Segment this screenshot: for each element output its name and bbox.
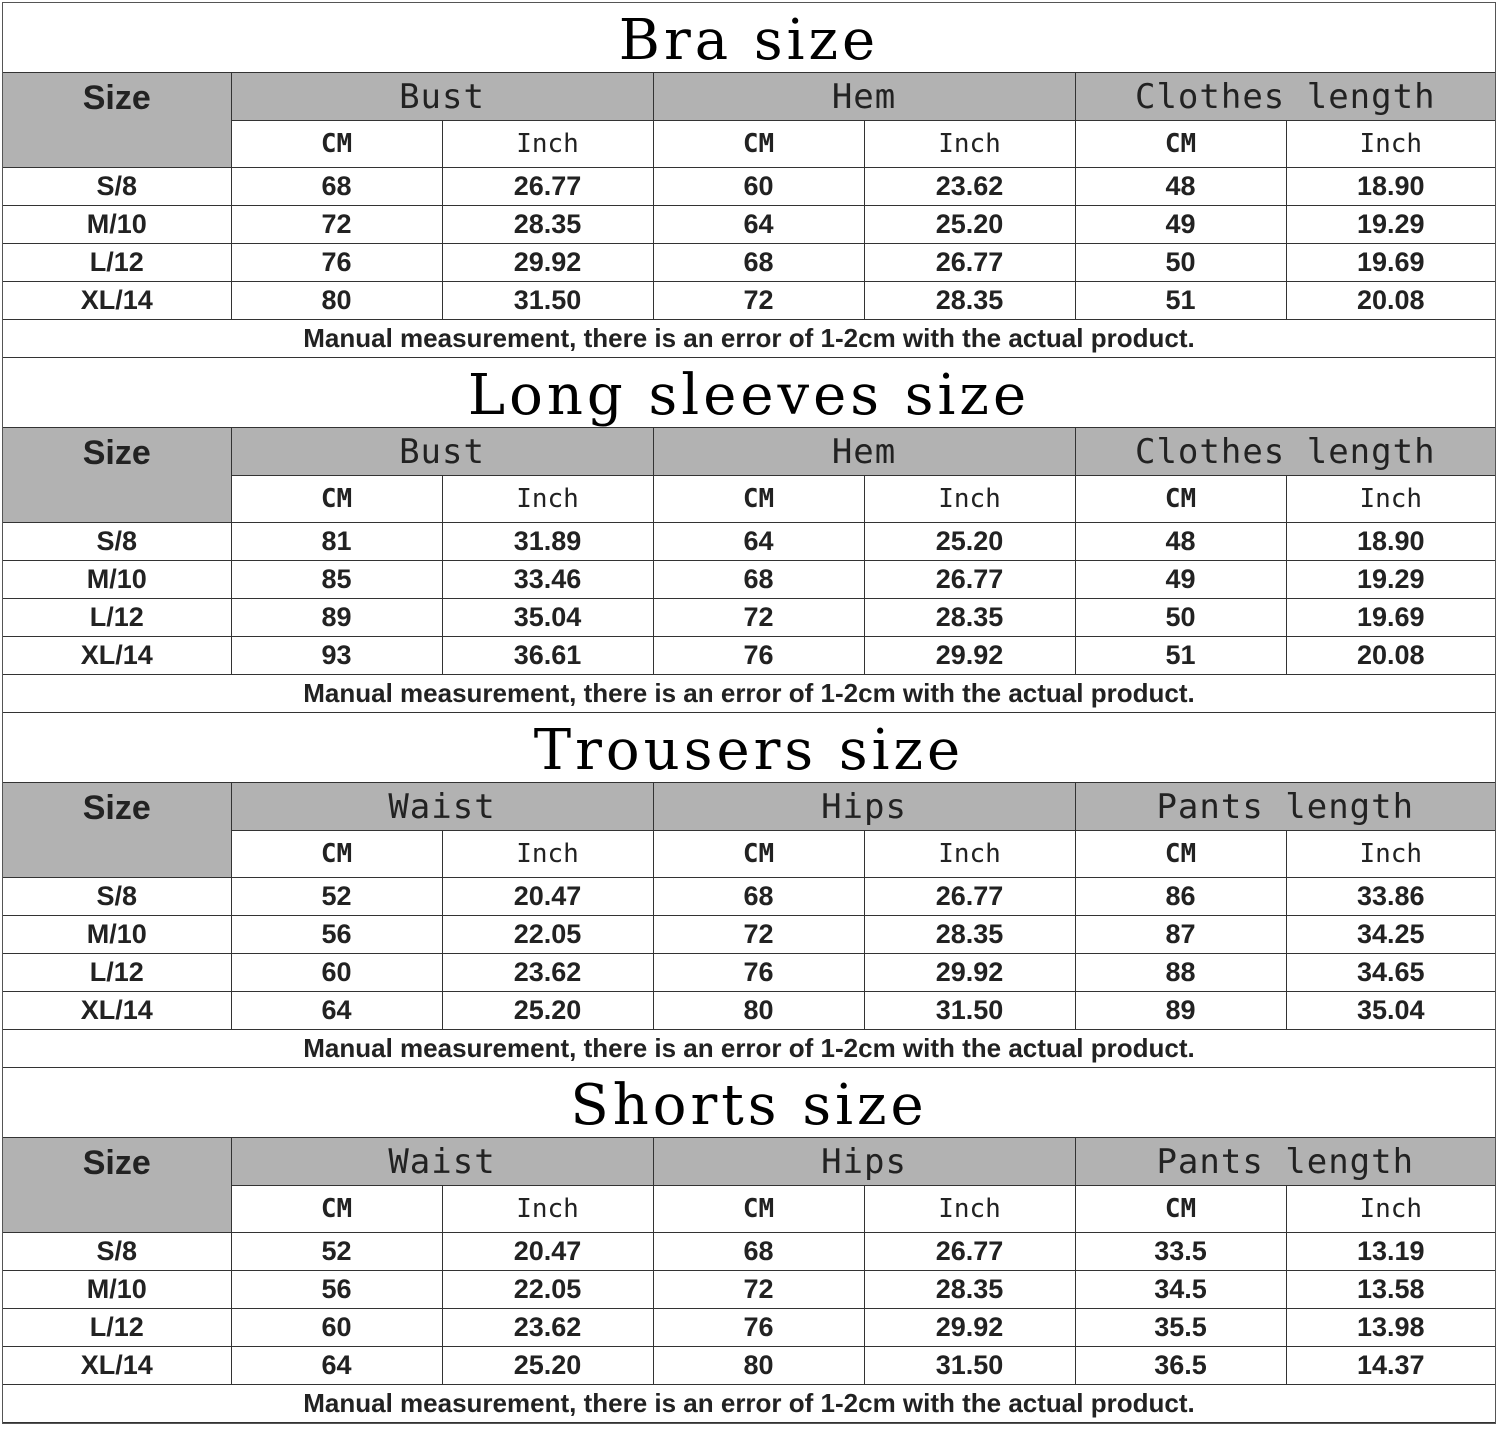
measurement-cell: 31.50 (864, 992, 1075, 1030)
note-row (3, 675, 1495, 713)
measurement-cell: 64 (653, 523, 864, 561)
table-row (3, 523, 1495, 561)
table-row (3, 1309, 1495, 1347)
measurement-cell: 34.25 (1286, 916, 1495, 954)
size-cell: L/12 (3, 1309, 231, 1347)
measurement-cell: 31.89 (442, 523, 653, 561)
unit-cm-header: CM (1075, 476, 1286, 523)
measurement-cell: 64 (231, 992, 442, 1030)
measurement-cell: 34.5 (1075, 1271, 1286, 1309)
measurement-cell: 19.29 (1286, 206, 1495, 244)
size-column-header: Size (3, 783, 231, 878)
measurement-cell: 26.77 (864, 561, 1075, 599)
size-cell: S/8 (3, 878, 231, 916)
table-title: Bra size (3, 3, 1495, 73)
measurement-cell: 23.62 (864, 168, 1075, 206)
note-row (3, 320, 1495, 358)
measurement-cell: 35.5 (1075, 1309, 1286, 1347)
measurement-cell: 35.04 (1286, 992, 1495, 1030)
group-header: Hem (653, 73, 1075, 121)
measurement-cell: 26.77 (442, 168, 653, 206)
size-table-section (3, 1068, 1495, 1423)
measurement-cell: 60 (231, 1309, 442, 1347)
unit-inch-header: Inch (442, 121, 653, 168)
size-table-section (3, 3, 1495, 358)
measurement-cell: 80 (653, 1347, 864, 1385)
measurement-cell: 28.35 (864, 282, 1075, 320)
unit-inch-header: Inch (442, 831, 653, 878)
size-table-section (3, 358, 1495, 713)
measurement-cell: 26.77 (864, 1233, 1075, 1271)
measurement-cell: 20.47 (442, 1233, 653, 1271)
size-chart (2, 2, 1496, 1424)
size-table (3, 428, 1495, 713)
measurement-cell: 29.92 (864, 1309, 1075, 1347)
measurement-cell: 50 (1075, 599, 1286, 637)
measurement-cell: 48 (1075, 523, 1286, 561)
unit-inch-header: Inch (1286, 831, 1495, 878)
table-row (3, 168, 1495, 206)
measurement-cell: 19.69 (1286, 599, 1495, 637)
measurement-note: Manual measurement, there is an error of 1-2cm with the actual product. (3, 675, 1495, 713)
group-header: Clothes length (1075, 428, 1495, 476)
measurement-cell: 29.92 (864, 954, 1075, 992)
measurement-cell: 23.62 (442, 954, 653, 992)
measurement-cell: 60 (653, 168, 864, 206)
measurement-cell: 13.98 (1286, 1309, 1495, 1347)
measurement-cell: 20.08 (1286, 637, 1495, 675)
measurement-cell: 14.37 (1286, 1347, 1495, 1385)
measurement-cell: 33.5 (1075, 1233, 1286, 1271)
measurement-cell: 28.35 (864, 599, 1075, 637)
measurement-cell: 80 (231, 282, 442, 320)
size-column-header: Size (3, 1138, 231, 1233)
measurement-cell: 29.92 (442, 244, 653, 282)
measurement-cell: 68 (653, 1233, 864, 1271)
measurement-cell: 13.19 (1286, 1233, 1495, 1271)
measurement-cell: 72 (653, 916, 864, 954)
measurement-cell: 76 (231, 244, 442, 282)
note-row (3, 1385, 1495, 1423)
measurement-cell: 25.20 (864, 523, 1075, 561)
size-cell: M/10 (3, 206, 231, 244)
size-table (3, 783, 1495, 1068)
group-header: Pants length (1075, 783, 1495, 831)
table-row (3, 954, 1495, 992)
size-cell: S/8 (3, 1233, 231, 1271)
measurement-cell: 25.20 (442, 992, 653, 1030)
table-row (3, 244, 1495, 282)
measurement-cell: 36.61 (442, 637, 653, 675)
measurement-cell: 22.05 (442, 1271, 653, 1309)
note-row (3, 1030, 1495, 1068)
measurement-cell: 25.20 (864, 206, 1075, 244)
table-row (3, 206, 1495, 244)
size-column-header: Size (3, 428, 231, 523)
size-cell: XL/14 (3, 992, 231, 1030)
unit-inch-header: Inch (442, 1186, 653, 1233)
measurement-cell: 56 (231, 1271, 442, 1309)
table-row (3, 878, 1495, 916)
measurement-cell: 31.50 (864, 1347, 1075, 1385)
table-row (3, 1271, 1495, 1309)
unit-inch-header: Inch (864, 1186, 1075, 1233)
group-header: Bust (231, 428, 653, 476)
size-cell: XL/14 (3, 637, 231, 675)
group-header-row (3, 1138, 1495, 1186)
table-row (3, 1233, 1495, 1271)
measurement-cell: 22.05 (442, 916, 653, 954)
measurement-cell: 76 (653, 637, 864, 675)
measurement-cell: 33.86 (1286, 878, 1495, 916)
measurement-cell: 20.08 (1286, 282, 1495, 320)
unit-inch-header: Inch (864, 476, 1075, 523)
size-cell: L/12 (3, 244, 231, 282)
size-cell: L/12 (3, 599, 231, 637)
measurement-cell: 23.62 (442, 1309, 653, 1347)
table-row (3, 916, 1495, 954)
unit-cm-header: CM (653, 1186, 864, 1233)
measurement-cell: 19.69 (1286, 244, 1495, 282)
unit-inch-header: Inch (864, 121, 1075, 168)
table-row (3, 1347, 1495, 1385)
size-table-section (3, 713, 1495, 1068)
table-row (3, 282, 1495, 320)
measurement-cell: 51 (1075, 282, 1286, 320)
size-cell: S/8 (3, 523, 231, 561)
table-row (3, 599, 1495, 637)
measurement-cell: 49 (1075, 561, 1286, 599)
size-cell: M/10 (3, 561, 231, 599)
group-header: Hips (653, 1138, 1075, 1186)
group-header: Hem (653, 428, 1075, 476)
measurement-cell: 29.92 (864, 637, 1075, 675)
group-header: Waist (231, 783, 653, 831)
measurement-cell: 31.50 (442, 282, 653, 320)
measurement-note: Manual measurement, there is an error of 1-2cm with the actual product. (3, 320, 1495, 358)
measurement-cell: 36.5 (1075, 1347, 1286, 1385)
measurement-cell: 81 (231, 523, 442, 561)
measurement-cell: 33.46 (442, 561, 653, 599)
measurement-note: Manual measurement, there is an error of 1-2cm with the actual product. (3, 1030, 1495, 1068)
unit-cm-header: CM (1075, 121, 1286, 168)
measurement-cell: 72 (231, 206, 442, 244)
measurement-cell: 28.35 (864, 916, 1075, 954)
group-header-row (3, 783, 1495, 831)
table-row (3, 561, 1495, 599)
unit-cm-header: CM (231, 831, 442, 878)
measurement-cell: 19.29 (1286, 561, 1495, 599)
unit-inch-header: Inch (864, 831, 1075, 878)
measurement-cell: 26.77 (864, 244, 1075, 282)
measurement-note: Manual measurement, there is an error of 1-2cm with the actual product. (3, 1385, 1495, 1423)
measurement-cell: 72 (653, 599, 864, 637)
group-header: Bust (231, 73, 653, 121)
measurement-cell: 50 (1075, 244, 1286, 282)
measurement-cell: 68 (653, 878, 864, 916)
measurement-cell: 48 (1075, 168, 1286, 206)
group-header-row (3, 428, 1495, 476)
table-row (3, 992, 1495, 1030)
table-title: Trousers size (3, 713, 1495, 783)
unit-cm-header: CM (653, 121, 864, 168)
measurement-cell: 64 (231, 1347, 442, 1385)
size-cell: M/10 (3, 916, 231, 954)
group-header: Waist (231, 1138, 653, 1186)
measurement-cell: 49 (1075, 206, 1286, 244)
measurement-cell: 60 (231, 954, 442, 992)
measurement-cell: 80 (653, 992, 864, 1030)
group-header: Hips (653, 783, 1075, 831)
measurement-cell: 87 (1075, 916, 1286, 954)
measurement-cell: 25.20 (442, 1347, 653, 1385)
measurement-cell: 72 (653, 1271, 864, 1309)
measurement-cell: 52 (231, 878, 442, 916)
measurement-cell: 52 (231, 1233, 442, 1271)
size-cell: S/8 (3, 168, 231, 206)
size-cell: M/10 (3, 1271, 231, 1309)
measurement-cell: 64 (653, 206, 864, 244)
size-table (3, 1138, 1495, 1423)
measurement-cell: 85 (231, 561, 442, 599)
measurement-cell: 28.35 (864, 1271, 1075, 1309)
unit-inch-header: Inch (1286, 121, 1495, 168)
measurement-cell: 28.35 (442, 206, 653, 244)
table-title: Shorts size (3, 1068, 1495, 1138)
measurement-cell: 88 (1075, 954, 1286, 992)
unit-cm-header: CM (231, 476, 442, 523)
measurement-cell: 34.65 (1286, 954, 1495, 992)
measurement-cell: 68 (653, 561, 864, 599)
measurement-cell: 68 (231, 168, 442, 206)
measurement-cell: 20.47 (442, 878, 653, 916)
measurement-cell: 56 (231, 916, 442, 954)
group-header: Clothes length (1075, 73, 1495, 121)
measurement-cell: 18.90 (1286, 168, 1495, 206)
unit-cm-header: CM (231, 1186, 442, 1233)
measurement-cell: 86 (1075, 878, 1286, 916)
unit-cm-header: CM (1075, 1186, 1286, 1233)
size-cell: XL/14 (3, 282, 231, 320)
measurement-cell: 76 (653, 954, 864, 992)
measurement-cell: 89 (231, 599, 442, 637)
measurement-cell: 51 (1075, 637, 1286, 675)
measurement-cell: 93 (231, 637, 442, 675)
unit-inch-header: Inch (1286, 1186, 1495, 1233)
unit-cm-header: CM (653, 831, 864, 878)
measurement-cell: 89 (1075, 992, 1286, 1030)
unit-cm-header: CM (231, 121, 442, 168)
size-table (3, 73, 1495, 358)
unit-cm-header: CM (653, 476, 864, 523)
size-cell: L/12 (3, 954, 231, 992)
unit-inch-header: Inch (1286, 476, 1495, 523)
group-header: Pants length (1075, 1138, 1495, 1186)
measurement-cell: 76 (653, 1309, 864, 1347)
group-header-row (3, 73, 1495, 121)
size-column-header: Size (3, 73, 231, 168)
table-row (3, 637, 1495, 675)
table-title: Long sleeves size (3, 358, 1495, 428)
measurement-cell: 68 (653, 244, 864, 282)
measurement-cell: 72 (653, 282, 864, 320)
unit-inch-header: Inch (442, 476, 653, 523)
measurement-cell: 18.90 (1286, 523, 1495, 561)
measurement-cell: 13.58 (1286, 1271, 1495, 1309)
measurement-cell: 26.77 (864, 878, 1075, 916)
size-cell: XL/14 (3, 1347, 231, 1385)
unit-cm-header: CM (1075, 831, 1286, 878)
measurement-cell: 35.04 (442, 599, 653, 637)
